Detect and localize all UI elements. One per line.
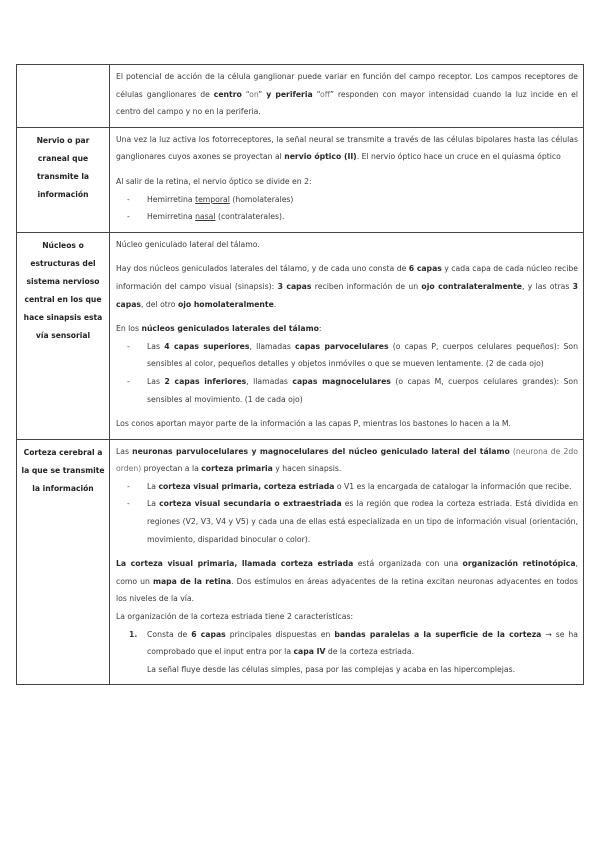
underlined-text: temporal [195, 194, 230, 204]
paragraph [116, 320, 578, 338]
bold-text: organización retinotópica [462, 559, 576, 569]
table-row [17, 232, 584, 439]
bold-text: 6 capas [408, 264, 442, 274]
text-run: . Dos estímulos en áreas adyacentes de la retina excitan neuronas adyacentes en todos los niveles de la vía. [116, 576, 578, 604]
bold-text: corteza visual primaria, corteza estriada [158, 481, 335, 491]
text-run: , y las otras [522, 281, 573, 291]
bold-text: capas parvocelulares [295, 341, 389, 351]
bold-text: corteza primaria [201, 464, 273, 474]
text-run: La [147, 481, 159, 491]
text-run: proyectan a la [141, 464, 202, 474]
paragraph [116, 173, 578, 191]
dash-list [116, 338, 578, 408]
text-run: → se ha comprobado que el input entra por la [147, 629, 579, 657]
text-run: y hacen sinapsis. [272, 464, 342, 474]
bold-text: ojo contralateralmente [421, 281, 523, 291]
text-run: La [147, 499, 160, 509]
dash-list [116, 191, 578, 226]
paragraph [116, 415, 578, 433]
bold-text: capa IV [293, 647, 326, 657]
table-row [17, 439, 584, 685]
text-run: es la región que rodea la corteza estriada. Está dividida en regiones (V2, V3, V4 y V5) y cada una de ellas está especializada en un tipo de información visual (orientación, movimiento, disparidad binocular o color). [147, 499, 579, 544]
text-run: “ [241, 89, 250, 99]
row-content [110, 439, 584, 685]
text-run: ” [258, 89, 267, 99]
text-run: Hemirretina [147, 194, 196, 204]
text-run: (o capas P, cuerpos celulares pequeños): Son sensibles al color, pequeños detalles y objetos inmóviles o que se mueven lentamente. (2 de cada ojo) [147, 341, 578, 369]
paragraph [116, 608, 578, 626]
bold-text: corteza visual secundaria o extraestriada [159, 499, 342, 509]
bold-text: neuronas parvulocelulares y magnocelulares del núcleo geniculado lateral del tálamo [132, 446, 510, 456]
text-run: La señal fluye desde las células simples, pasa por las complejas y acaba en las hipercomplejas. [147, 664, 516, 674]
text-run: , como un [116, 559, 578, 586]
text-run: (contralaterales). [215, 212, 285, 222]
paragraph [116, 68, 578, 121]
text-run: , llamadas [246, 376, 293, 386]
text-run: Las [116, 446, 133, 456]
text-run: reciben información de un [311, 281, 422, 291]
row-content [110, 65, 584, 128]
text-run: on [249, 89, 259, 99]
bold-text: núcleos geniculados laterales del tálamo [141, 324, 319, 334]
table-body [17, 65, 584, 685]
text-run: Hay dos núcleos geniculados laterales del tálamo, y de cada uno consta de [116, 264, 409, 274]
text-run: Una vez la luz activa los fotorreceptores, la señal neural se transmite a través de las células bipolares hasta las células ganglionares cuyos axones se proyectan al [116, 134, 578, 162]
content-table [16, 64, 584, 685]
bold-text: 6 capas [191, 629, 226, 639]
paragraph [116, 555, 578, 608]
paragraph [116, 236, 578, 254]
row-label: Nervio o par craneal que transmite la información [17, 127, 110, 232]
text-run: , del otro [141, 299, 178, 309]
paragraph [116, 131, 578, 166]
text-run: principales dispuestas en [225, 629, 335, 639]
numbered-list [116, 626, 578, 679]
text-run: está organizada con una [353, 559, 463, 569]
text-run: En los [116, 324, 142, 334]
text-run: El potencial de acción de la célula ganglionar puede variar en función del campo receptor. Los campos receptores de células ganglionares de [116, 72, 578, 99]
table-row [17, 127, 584, 232]
bold-text: y periferia [266, 89, 313, 99]
underlined-text: nasal [195, 212, 216, 222]
paragraph [116, 260, 578, 313]
bold-text: 2 capas inferiores [164, 376, 247, 386]
text-run: y cada capa de cada núcleo recibe información del campo visual (sinapsis): [116, 264, 578, 291]
text-run: (homolaterales) [229, 194, 294, 204]
text-run: Los conos aportan mayor parte de la información a las capas P, mientras los bastones lo hacen a la M. [116, 419, 511, 429]
text-run: off [320, 89, 330, 99]
dash-list [116, 478, 578, 548]
bold-text: La corteza visual primaria, llamada corteza estriada [116, 559, 354, 569]
text-run: Las [147, 376, 165, 386]
bold-text: centro [213, 89, 242, 99]
row-label: Núcleos o estructuras del sistema nervioso central en los que hace sinapsis esta vía sensorial [17, 232, 110, 439]
bold-text: mapa de la retina [152, 576, 232, 586]
list-item [127, 208, 578, 226]
list-item [127, 191, 578, 209]
row-label: Corteza cerebral a la que se transmite la información [17, 439, 110, 685]
text-run: de la corteza estriada. [325, 647, 415, 657]
text-run: o V1 es la encargada de catalogar la información que recibe. [334, 481, 572, 491]
list-item [127, 478, 578, 496]
bold-text: 4 capas superiores [164, 341, 250, 351]
bold-text: 3 capas [277, 281, 312, 291]
bold-text: bandas paralelas a la superficie de la corteza [334, 629, 542, 639]
bold-text: 3 capas [116, 281, 579, 309]
text-run: . [273, 299, 277, 309]
row-label [17, 65, 110, 128]
text-run: Hemirretina [147, 212, 196, 222]
bold-text: capas magnocelulares [292, 376, 391, 386]
text-run: “ [312, 89, 320, 99]
text-run: Núcleo geniculado lateral del tálamo. [116, 239, 260, 249]
text-run: ” responden con mayor intensidad cuando la luz incide en el centro del campo y no en la periferia. [116, 89, 578, 117]
list-item [127, 495, 578, 548]
text-run: Las [147, 341, 165, 351]
paragraph [116, 443, 578, 478]
text-run: Al salir de la retina, el nervio óptico se divide en 2: [116, 176, 312, 186]
text-run: : [318, 324, 322, 334]
text-run: La organización de la corteza estriada tiene 2 características: [116, 612, 354, 622]
text-run: (o capas M, cuerpos celulares grandes): Son sensibles al movimiento. (1 de cada ojo) [147, 376, 578, 404]
text-run: . El nervio óptico hace un cruce en el quiasma óptico [356, 152, 561, 162]
text-run: (neurona de 2do orden) [116, 446, 578, 474]
bold-text: ojo homolateralmente [177, 299, 274, 309]
list-item [129, 626, 578, 679]
row-content [110, 127, 584, 232]
row-content [110, 232, 584, 439]
text-run: , llamadas [249, 341, 296, 351]
bold-text: nervio óptico (II) [284, 152, 357, 162]
table-row [17, 65, 584, 128]
text-run: Consta de [147, 629, 192, 639]
list-item [127, 373, 578, 408]
list-item [127, 338, 578, 373]
